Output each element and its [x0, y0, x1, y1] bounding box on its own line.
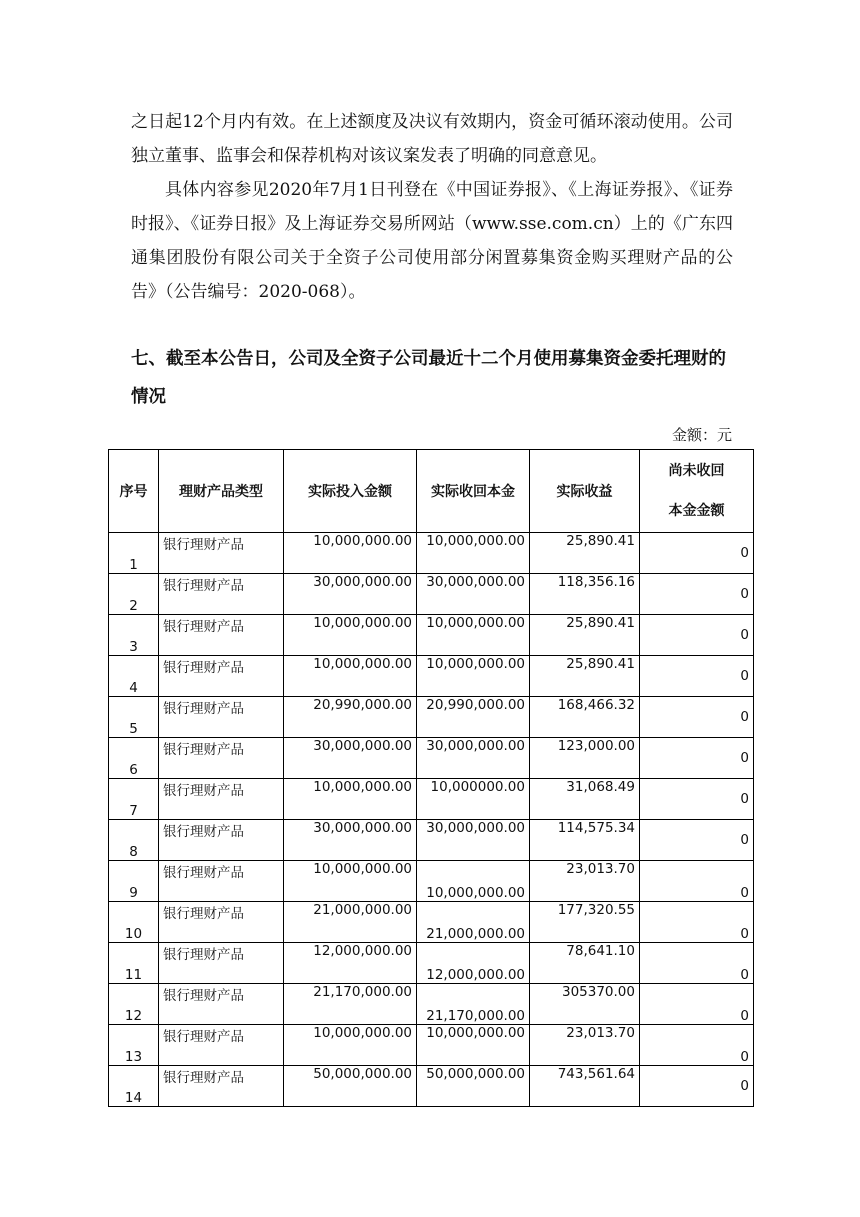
header-type: 理财产品类型: [159, 450, 284, 533]
row-actual-income: 25,890.41: [530, 656, 640, 697]
row-no: 1: [109, 533, 159, 574]
row-actual-income: 25,890.41: [530, 533, 640, 574]
table-row: [109, 820, 754, 861]
row-outstanding-principal: 0: [640, 1066, 754, 1107]
row-recovered-principal: 10,000,000.00: [417, 861, 530, 902]
row-recovered-principal: 30,000,000.00: [417, 820, 530, 861]
table-row: [109, 1025, 754, 1066]
table-row: [109, 1066, 754, 1107]
row-invested-amount: 10,000,000.00: [284, 1025, 417, 1066]
row-invested-amount: 20,990,000.00: [284, 697, 417, 738]
row-product-type: 银行理财产品: [159, 697, 284, 738]
row-recovered-principal: 10,000,000.00: [417, 533, 530, 574]
body-paragraph-1: 之日起12个月内有效。在上述额度及决议有效期内，资金可循环滚动使用。公司独立董事、监事会和保荐机构对该议案发表了明确的同意意见。: [131, 112, 733, 166]
row-product-type: 银行理财产品: [159, 779, 284, 820]
table-row: [109, 779, 754, 820]
row-outstanding-principal: 0: [640, 943, 754, 984]
row-no: 2: [109, 574, 159, 615]
row-recovered-principal: 10,000,000.00: [417, 656, 530, 697]
row-actual-income: 114,575.34: [530, 820, 640, 861]
row-recovered-principal: 12,000,000.00: [417, 943, 530, 984]
row-no: 13: [109, 1025, 159, 1066]
row-actual-income: 23,013.70: [530, 1025, 640, 1066]
header-outstanding: [640, 450, 754, 533]
row-recovered-principal: 30,000,000.00: [417, 574, 530, 615]
row-invested-amount: 21,000,000.00: [284, 902, 417, 943]
row-outstanding-principal: 0: [640, 779, 754, 820]
row-no: 6: [109, 738, 159, 779]
row-no: 12: [109, 984, 159, 1025]
row-invested-amount: 10,000,000.00: [284, 615, 417, 656]
header-invested: 实际投入金额: [284, 450, 417, 533]
row-product-type: 银行理财产品: [159, 902, 284, 943]
row-actual-income: 168,466.32: [530, 697, 640, 738]
table-row: [109, 656, 754, 697]
row-no: 7: [109, 779, 159, 820]
unit-label: 金额：元: [671, 426, 732, 444]
row-recovered-principal: 20,990,000.00: [417, 697, 530, 738]
table-row: [109, 615, 754, 656]
table-row: [109, 861, 754, 902]
row-outstanding-principal: 0: [640, 984, 754, 1025]
row-product-type: 银行理财产品: [159, 533, 284, 574]
row-no: 3: [109, 615, 159, 656]
row-no: 14: [109, 1066, 159, 1107]
table-header-row: [109, 450, 754, 533]
row-no: 5: [109, 697, 159, 738]
row-product-type: 银行理财产品: [159, 615, 284, 656]
row-outstanding-principal: 0: [640, 902, 754, 943]
row-product-type: 银行理财产品: [159, 984, 284, 1025]
row-recovered-principal: 10,000000.00: [417, 779, 530, 820]
row-invested-amount: 10,000,000.00: [284, 779, 417, 820]
row-outstanding-principal: 0: [640, 574, 754, 615]
row-recovered-principal: 10,000,000.00: [417, 1025, 530, 1066]
row-actual-income: 78,641.10: [530, 943, 640, 984]
header-outstanding-line1: 尚未收回: [668, 463, 725, 479]
row-actual-income: 23,013.70: [530, 861, 640, 902]
row-no: 8: [109, 820, 159, 861]
row-actual-income: 31,068.49: [530, 779, 640, 820]
header-no: 序号: [109, 450, 159, 533]
body-paragraph-2: 具体内容参见2020年7月1日刊登在《中国证券报》、《上海证券报》、《证券时报》、《证券日报》及上海证券交易所网站（www.sse.com.cn）上的《广东四通集团股份有限公司关于全资子公司使用部分闲置募集资金购买理财产品的公告》（公告编号：2020-068）。: [131, 180, 733, 302]
row-invested-amount: 21,170,000.00: [284, 984, 417, 1025]
row-actual-income: 177,320.55: [530, 902, 640, 943]
table-row: [109, 738, 754, 779]
row-no: 10: [109, 902, 159, 943]
row-outstanding-principal: 0: [640, 533, 754, 574]
row-invested-amount: 10,000,000.00: [284, 533, 417, 574]
row-invested-amount: 50,000,000.00: [284, 1066, 417, 1107]
header-recovered: 实际收回本金: [417, 450, 530, 533]
table-row: [109, 574, 754, 615]
row-invested-amount: 10,000,000.00: [284, 656, 417, 697]
row-invested-amount: 30,000,000.00: [284, 574, 417, 615]
row-no: 9: [109, 861, 159, 902]
row-recovered-principal: 30,000,000.00: [417, 738, 530, 779]
row-invested-amount: 30,000,000.00: [284, 738, 417, 779]
row-actual-income: 123,000.00: [530, 738, 640, 779]
row-recovered-principal: 21,170,000.00: [417, 984, 530, 1025]
table-row: [109, 533, 754, 574]
row-product-type: 银行理财产品: [159, 1066, 284, 1107]
row-actual-income: 743,561.64: [530, 1066, 640, 1107]
table-row: [109, 902, 754, 943]
table-row: [109, 943, 754, 984]
row-invested-amount: 10,000,000.00: [284, 861, 417, 902]
row-outstanding-principal: 0: [640, 861, 754, 902]
row-outstanding-principal: 0: [640, 656, 754, 697]
wealth-management-table: [108, 449, 754, 1107]
row-outstanding-principal: 0: [640, 820, 754, 861]
row-product-type: 银行理财产品: [159, 820, 284, 861]
row-product-type: 银行理财产品: [159, 943, 284, 984]
row-no: 4: [109, 656, 159, 697]
row-recovered-principal: 50,000,000.00: [417, 1066, 530, 1107]
header-income: 实际收益: [530, 450, 640, 533]
row-outstanding-principal: 0: [640, 738, 754, 779]
section-title: 七、截至本公告日，公司及全资子公司最近十二个月使用募集资金委托理财的情况: [131, 349, 726, 407]
row-invested-amount: 30,000,000.00: [284, 820, 417, 861]
row-product-type: 银行理财产品: [159, 861, 284, 902]
row-product-type: 银行理财产品: [159, 738, 284, 779]
row-no: 11: [109, 943, 159, 984]
header-outstanding-line2: 本金金额: [668, 503, 725, 519]
row-actual-income: 118,356.16: [530, 574, 640, 615]
row-outstanding-principal: 0: [640, 1025, 754, 1066]
row-outstanding-principal: 0: [640, 697, 754, 738]
row-outstanding-principal: 0: [640, 615, 754, 656]
table-row: [109, 984, 754, 1025]
row-product-type: 银行理财产品: [159, 1025, 284, 1066]
row-actual-income: 305370.00: [530, 984, 640, 1025]
table-row: [109, 697, 754, 738]
row-recovered-principal: 10,000,000.00: [417, 615, 530, 656]
row-actual-income: 25,890.41: [530, 615, 640, 656]
row-product-type: 银行理财产品: [159, 574, 284, 615]
row-invested-amount: 12,000,000.00: [284, 943, 417, 984]
row-recovered-principal: 21,000,000.00: [417, 902, 530, 943]
row-product-type: 银行理财产品: [159, 656, 284, 697]
